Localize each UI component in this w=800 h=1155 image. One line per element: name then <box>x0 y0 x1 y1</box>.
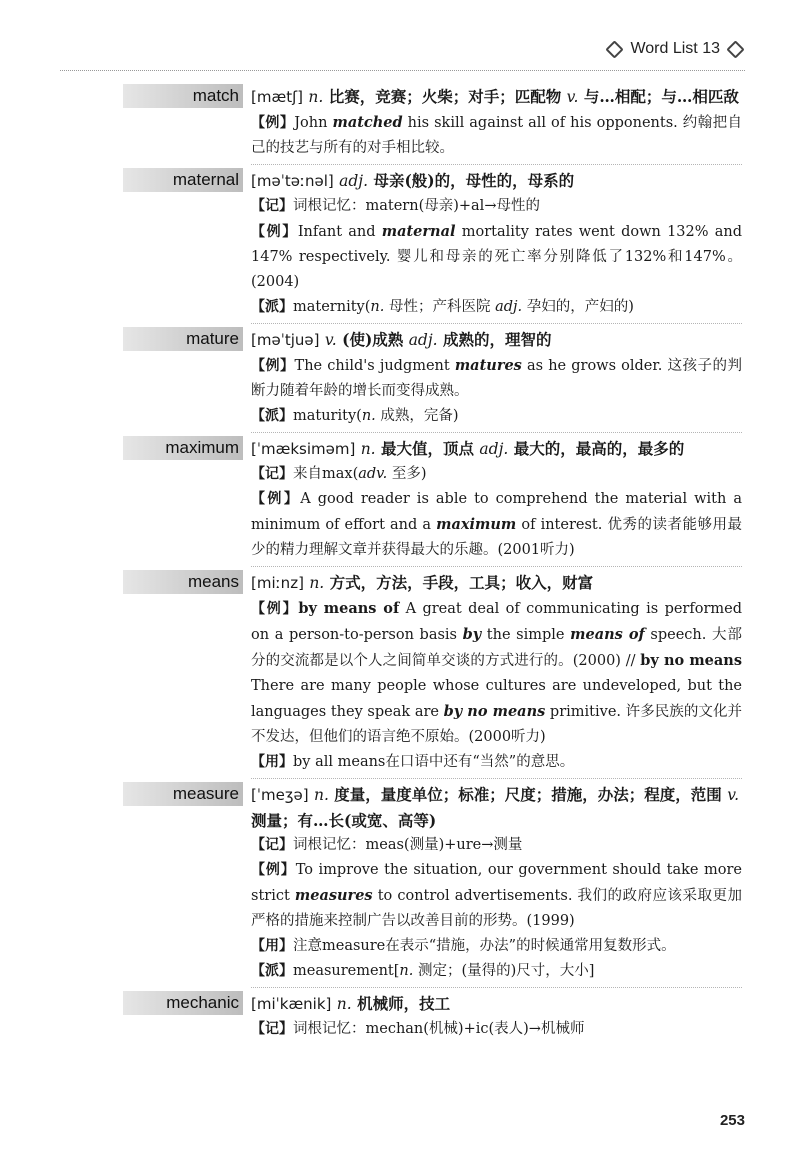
phonetic: [ˈmeʒə] <box>251 786 309 804</box>
phonetic: [mætʃ] <box>251 88 303 106</box>
example-phrase: by means of <box>298 600 400 617</box>
part-of-speech: n. <box>309 574 325 592</box>
example-keyword: by <box>462 626 482 643</box>
derivative-line <box>251 959 742 984</box>
example-line <box>251 219 742 295</box>
derivative-text: 母性；产科医院 <box>384 299 496 315</box>
example-phrase: by no means <box>640 652 742 669</box>
part-of-speech: n. <box>308 88 324 106</box>
headword: means <box>123 570 243 594</box>
entry-divider <box>251 164 742 165</box>
derivative-tag: 【派】 <box>251 963 293 979</box>
definition-line <box>251 168 742 194</box>
example-text: There are many people whose cultures are undeveloped, but the languages they speak are <box>251 678 742 720</box>
definition-line <box>251 570 742 596</box>
memory-text: 词根记忆：matern(母亲)+al→母性的 <box>293 198 540 214</box>
derivative-text: 成熟，完备) <box>375 408 459 424</box>
example-text: mortality rates went down 132% and 147% respectively. 婴儿和母亲的死亡率分别降低了132%和147%。(2004) <box>251 224 742 290</box>
part-of-speech: n. <box>313 786 329 804</box>
part-of-speech: n. <box>399 963 414 979</box>
entry-mechanic <box>0 991 800 1042</box>
memory-tag: 【记】 <box>251 198 293 214</box>
memory-line <box>251 1017 742 1042</box>
usage-text: 注意measure在表示“措施，办法”的时候通常用复数形式。 <box>293 938 676 954</box>
part-of-speech: v. <box>566 88 579 106</box>
example-text: John <box>294 115 333 131</box>
example-text: to control advertisements. 我们的政府应该采取更加严格的措施来控制广告以改善目前的形势。(1999) <box>251 888 742 929</box>
headword: maximum <box>123 436 243 460</box>
usage-text: by all means在口语中还有“当然”的意思。 <box>293 754 575 770</box>
part-of-speech: v. <box>324 331 337 349</box>
example-text: his skill against all of his opponents. 约翰把自己的技艺与所有的对手相比较。 <box>251 115 742 156</box>
definition-line <box>251 782 742 833</box>
phonetic: [ˈmæksiməm] <box>251 440 356 458</box>
example-tag: 【例】 <box>251 224 298 240</box>
definition: 成熟的，理智的 <box>437 330 552 349</box>
definition: 最大的，最高的，最多的 <box>508 439 685 458</box>
example-line <box>251 353 742 404</box>
entry-maternal <box>0 168 800 320</box>
memory-text: 至多) <box>387 466 427 482</box>
example-text: To improve the situation, our government should take more strict <box>251 862 743 904</box>
example-line <box>251 487 742 563</box>
page-header <box>605 40 745 58</box>
example-tag: 【例】 <box>251 862 296 878</box>
definition: 比赛，竞赛；火柴；对手；匹配物 <box>323 87 567 106</box>
derivative-text: 孕妇的，产妇的) <box>522 299 634 315</box>
derivative-text: measurement[ <box>293 963 400 979</box>
part-of-speech: adj. <box>408 331 438 349</box>
example-tag: 【例】 <box>251 491 301 507</box>
memory-line <box>251 833 742 858</box>
example-keyword: means of <box>570 626 645 643</box>
example-line <box>251 858 742 934</box>
entry-divider <box>251 566 742 567</box>
header-divider <box>60 70 745 71</box>
definition: 度量，量度单位；标准；尺度；措施，办法；程度，范围 <box>328 785 728 804</box>
example-text: of interest. 优秀的读者能够用最少的精力理解文章并获得最大的乐趣。(2001听力) <box>251 517 742 558</box>
usage-tag: 【用】 <box>251 754 293 770</box>
derivative-text: 测定；(量得的)尺寸，大小] <box>413 963 595 979</box>
example-text: Infant and <box>297 224 382 240</box>
usage-tag: 【用】 <box>251 938 293 954</box>
usage-line <box>251 750 742 775</box>
example-keyword: matched <box>332 114 403 131</box>
memory-tag: 【记】 <box>251 466 293 482</box>
phonetic: [məˈtjuə] <box>251 331 320 349</box>
entry-mature <box>0 327 800 429</box>
example-tag: 【例】 <box>251 115 295 131</box>
definition: 方式，方法，手段，工具；收入，财富 <box>324 573 594 592</box>
part-of-speech: adv. <box>358 466 388 482</box>
example-keyword: maximum <box>436 516 517 533</box>
example-text: primitive. 许多民族的文化并不发达，但他们的语言绝不原始。(2000听力) <box>251 704 742 745</box>
memory-text: 词根记忆：meas(测量)+ure→测量 <box>293 837 523 853</box>
example-text: as he grows older. 这孩子的判断力随着年龄的增长而变得成熟。 <box>251 358 742 399</box>
derivative-text: maturity( <box>293 408 362 424</box>
part-of-speech: adj. <box>495 299 523 315</box>
part-of-speech: n. <box>370 299 385 315</box>
definition-line <box>251 84 742 110</box>
phonetic: [miˈkænik] <box>251 995 332 1013</box>
definition: 测量；有…长(或宽、高等) <box>251 811 437 830</box>
derivative-tag: 【派】 <box>251 299 293 315</box>
example-keyword: matures <box>454 357 522 374</box>
example-tag: 【例】 <box>251 358 295 374</box>
entry-maximum <box>0 436 800 563</box>
part-of-speech: n. <box>361 408 376 424</box>
definition: 与…相配；与…相匹敌 <box>578 87 739 106</box>
part-of-speech: n. <box>336 995 352 1013</box>
phonetic: [məˈtəːnəl] <box>251 172 334 190</box>
example-text: The child's judgment <box>294 358 455 374</box>
entry-match <box>0 84 800 161</box>
memory-tag: 【记】 <box>251 837 293 853</box>
example-text: the simple <box>481 627 571 643</box>
example-text: A good reader is able to comprehend the material with a minimum of effort and a <box>251 491 742 533</box>
memory-line <box>251 462 742 487</box>
headword: mature <box>123 327 243 351</box>
example-line <box>251 596 742 750</box>
entry-divider <box>251 778 742 779</box>
definition-line <box>251 327 742 353</box>
memory-text: 来自max( <box>293 466 359 482</box>
headword: maternal <box>123 168 243 192</box>
word-entries <box>0 84 800 1042</box>
part-of-speech: n. <box>360 440 376 458</box>
definition: (使)成熟 <box>336 330 409 349</box>
memory-text: 词根记忆：mechan(机械)+ic(表人)→机械师 <box>293 1021 585 1037</box>
headword: measure <box>123 782 243 806</box>
memory-tag: 【记】 <box>251 1021 293 1037</box>
headword: match <box>123 84 243 108</box>
derivative-line <box>251 295 742 320</box>
example-text: speech. 大部分的交流都是以个人之间简单交谈的方式进行的。(2000) // <box>251 627 742 669</box>
part-of-speech: v. <box>727 786 740 804</box>
definition: 机械师，技工 <box>351 994 451 1013</box>
example-line <box>251 110 742 161</box>
entry-divider <box>251 432 742 433</box>
part-of-speech: adj. <box>479 440 509 458</box>
definition: 母亲(般)的，母性的，母系的 <box>368 171 575 190</box>
definition-line <box>251 991 742 1017</box>
usage-line <box>251 934 742 959</box>
derivative-line <box>251 404 742 429</box>
phonetic: [miːnz] <box>251 574 304 592</box>
entry-measure <box>0 782 800 984</box>
part-of-speech: adj. <box>339 172 369 190</box>
derivative-tag: 【派】 <box>251 408 293 424</box>
entry-divider <box>251 987 742 988</box>
headword: mechanic <box>123 991 243 1015</box>
page-number: 253 <box>719 1112 745 1129</box>
derivative-text: maternity( <box>293 299 371 315</box>
example-tag: 【例】 <box>251 601 299 617</box>
entry-means <box>0 570 800 775</box>
diamond-icon <box>606 40 624 58</box>
example-keyword: maternal <box>381 223 456 240</box>
example-keyword: measures <box>294 887 373 904</box>
entry-divider <box>251 323 742 324</box>
word-list-title: Word List 13 <box>630 40 720 57</box>
definition-line <box>251 436 742 462</box>
definition: 最大值，顶点 <box>375 439 480 458</box>
diamond-icon <box>726 40 744 58</box>
memory-line <box>251 194 742 219</box>
example-text: A great deal of communicating is performed on a person-to-person basis <box>251 601 742 643</box>
example-keyword: by no means <box>443 703 546 720</box>
